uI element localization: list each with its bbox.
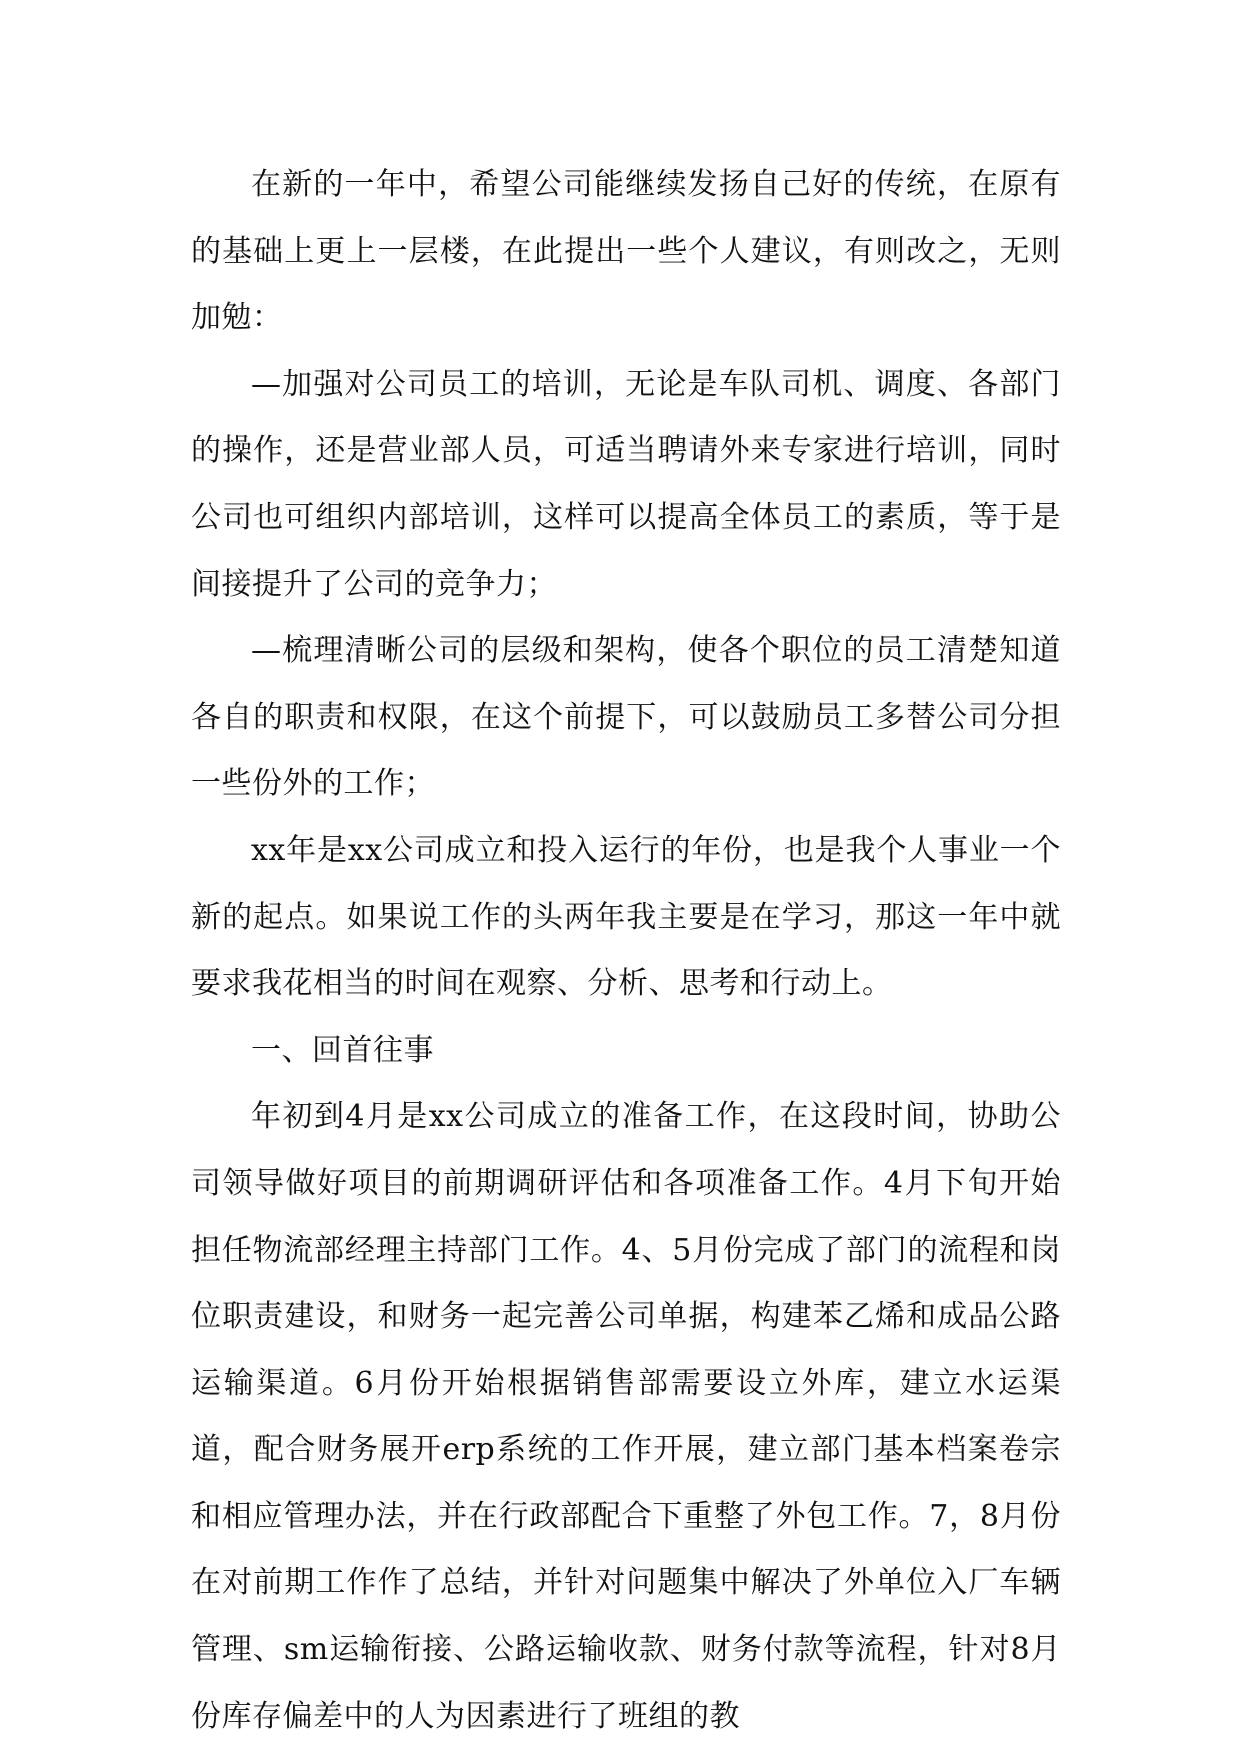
paragraph-suggestions-intro: 在新的一年中，希望公司能继续发扬自己好的传统，在原有的基础上更上一层楼，在此提出一些个人建议，有则改之，无则加勉：: [191, 167, 1061, 336]
paragraph-year-overview: xx年是xx公司成立和投入运行的年份，也是我个人事业一个新的起点。如果说工作的头两年我主要是在学习，那这一年中就要求我花相当的时间在观察、分析、思考和行动上。: [191, 832, 1061, 1002]
paragraph-work-review: 年初到4月是xx公司成立的准备工作，在这段时间，协助公司领导做好项目的前期调研评估和各项准备工作。4月下旬开始担任物流部经理主持部门工作。4、5月份完成了部门的流程和岗位职责建设，和财务一起完善公司单据，构建苯乙烯和成品公路运输渠道。6月份开始根据销售部需要设立外库，建立水运渠道，配合财务展开erp系统的工作开展，建立部门基本档案卷宗和相应管理办法，并在行政部配合下重整了外包工作。7，8月份在对前期工作作了总结，并针对问题集中解决了外单位入厂车辆管理、sm运输衔接、公路运输收款、财务付款等流程，针对8月份库存偏差中的人为因素进行了班组的教: [191, 1099, 1061, 1734]
paragraph-structure-suggestion: —梳理清晰公司的层级和架构，使各个职位的员工清楚知道各自的职责和权限，在这个前提下，可以鼓励员工多替公司分担一些份外的工作；: [191, 633, 1061, 802]
document-body: [191, 152, 1061, 1750]
section-heading-review: 一、回首往事: [251, 1032, 434, 1068]
paragraph-training-suggestion: —加强对公司员工的培训，无论是车队司机、调度、各部门的操作，还是营业部人员，可适当聘请外来专家进行培训，同时公司也可组织内部培训，这样可以提高全体员工的素质，等于是间接提升了公司的竞争力；: [191, 366, 1061, 602]
